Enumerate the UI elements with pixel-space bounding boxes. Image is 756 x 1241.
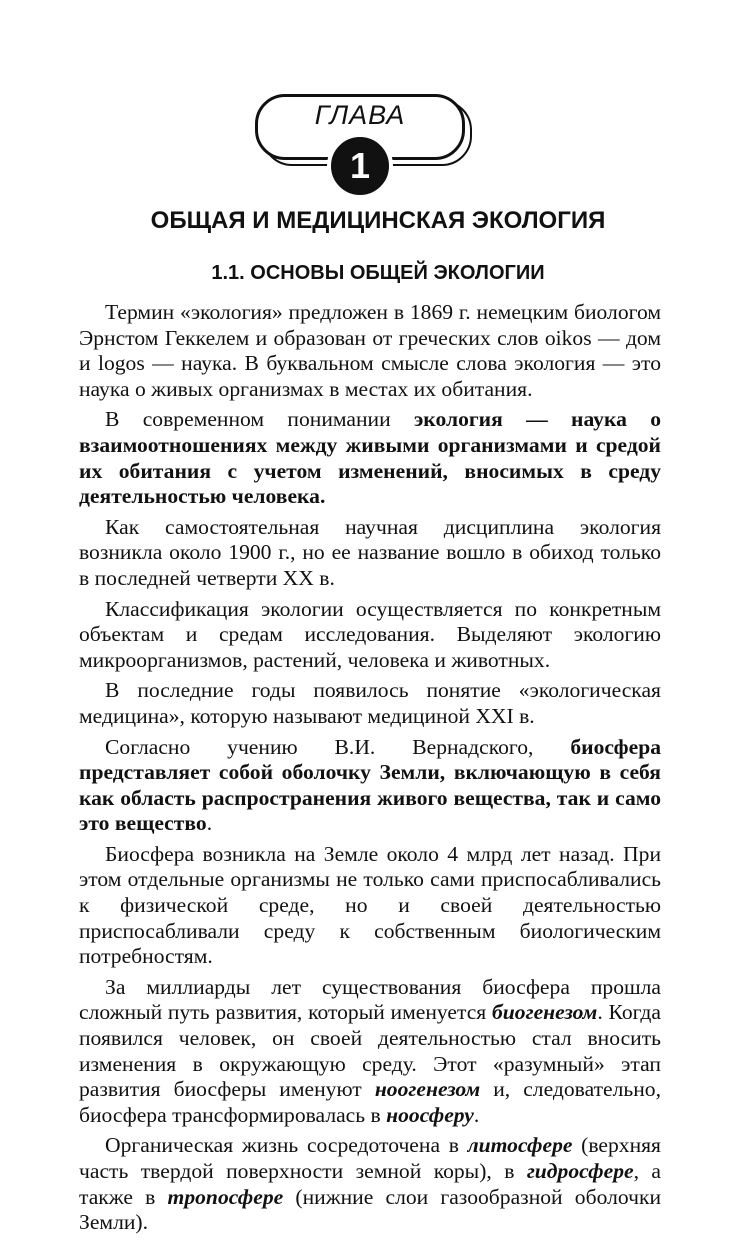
term-lithosphere: литосфере [467, 1133, 573, 1158]
p9-part-a: Органическая жизнь сосредоточена в [105, 1133, 468, 1158]
paragraph-7: Биосфера возникла на Земле около 4 млрд лет назад. При этом отдельные организмы не только сами приспосабливались к физической среде, но и своей деятельностью приспосабливали среду к собственным биологическим потребностям. [79, 841, 661, 969]
ecology-definition: экология — наука о взаимоотношениях между живыми организмами и средой их обитания с учетом изменений, вносимых в среду деятельностью человека. [79, 407, 662, 509]
term-noogenesis: ноогенезом [374, 1077, 481, 1102]
p8-part-e: и, следовательно, биосфера трансформировалась в [79, 1077, 661, 1127]
chapter-label: ГЛАВА [314, 100, 406, 130]
paragraph-6-intro: Согласно учению В.И. Вернадского, [105, 734, 571, 759]
body-text [79, 300, 661, 1241]
p8-part-c: . Когда появился человек, он своей деятельностью стал вносить изменения в окружающую среду. Этот «разумный» этап развития биосферы именуют [79, 1000, 661, 1102]
p9-part-g: (нижние слои газообразной оболочки Земли). [79, 1184, 661, 1235]
biosphere-definition: биосфера представляет собой оболочку Земли, включающую в себя как область распространения живого вещества, так и само это вещество [79, 734, 661, 836]
p8-part-a: За миллиарды лет существования биосфера прошла сложный путь развития, который именуется [79, 974, 661, 1025]
p8-part-g: . [473, 1102, 480, 1127]
section-title: 1.1. ОСНОВЫ ОБЩЕЙ ЭКОЛОГИИ [211, 262, 545, 284]
chapter-number: 1 [327, 133, 393, 199]
term-biogenesis: биогенезом [492, 1000, 598, 1025]
paragraph-6-end: . [206, 811, 213, 836]
chapter-title: ОБЩАЯ И МЕДИЦИНСКАЯ ЭКОЛОГИЯ [150, 207, 606, 234]
paragraph-4: Классификация экологии осуществляется по конкретным объектам и средам исследования. Выделяют экологию микроорганизмов, растений, человека и животных. [79, 596, 661, 672]
paragraph-9 [79, 1133, 661, 1235]
paragraph-1: Термин «экология» предложен в 1869 г. немецким биологом Эрнстом Геккелем и образован от греческих слов oikos — дом и logos — наука. В буквальном смысле слова экология — это наука о живых организмах в местах их обитания. [79, 300, 661, 401]
p9-part-c: (верхняя часть твердой поверхности земной коры), в [79, 1133, 661, 1183]
term-noosphere: ноосферу [386, 1102, 474, 1127]
term-hydrosphere: гидросфере [526, 1159, 634, 1183]
paragraph-5: В последние годы появилось понятие «экологическая медицина», которую называют медициной XXI в. [79, 678, 661, 728]
term-troposphere: тропосфере [167, 1184, 284, 1209]
paragraph-2 [79, 407, 661, 509]
p9-part-e: , а также в [79, 1159, 661, 1209]
paragraph-8 [79, 975, 661, 1129]
paragraph-6 [79, 735, 661, 837]
paragraph-3: Как самостоятельная научная дисциплина экология возникла около 1900 г., но ее название вошло в обиход только в последней четверти XX в. [79, 514, 661, 590]
paragraph-2-intro: В современном понимании [105, 407, 414, 432]
